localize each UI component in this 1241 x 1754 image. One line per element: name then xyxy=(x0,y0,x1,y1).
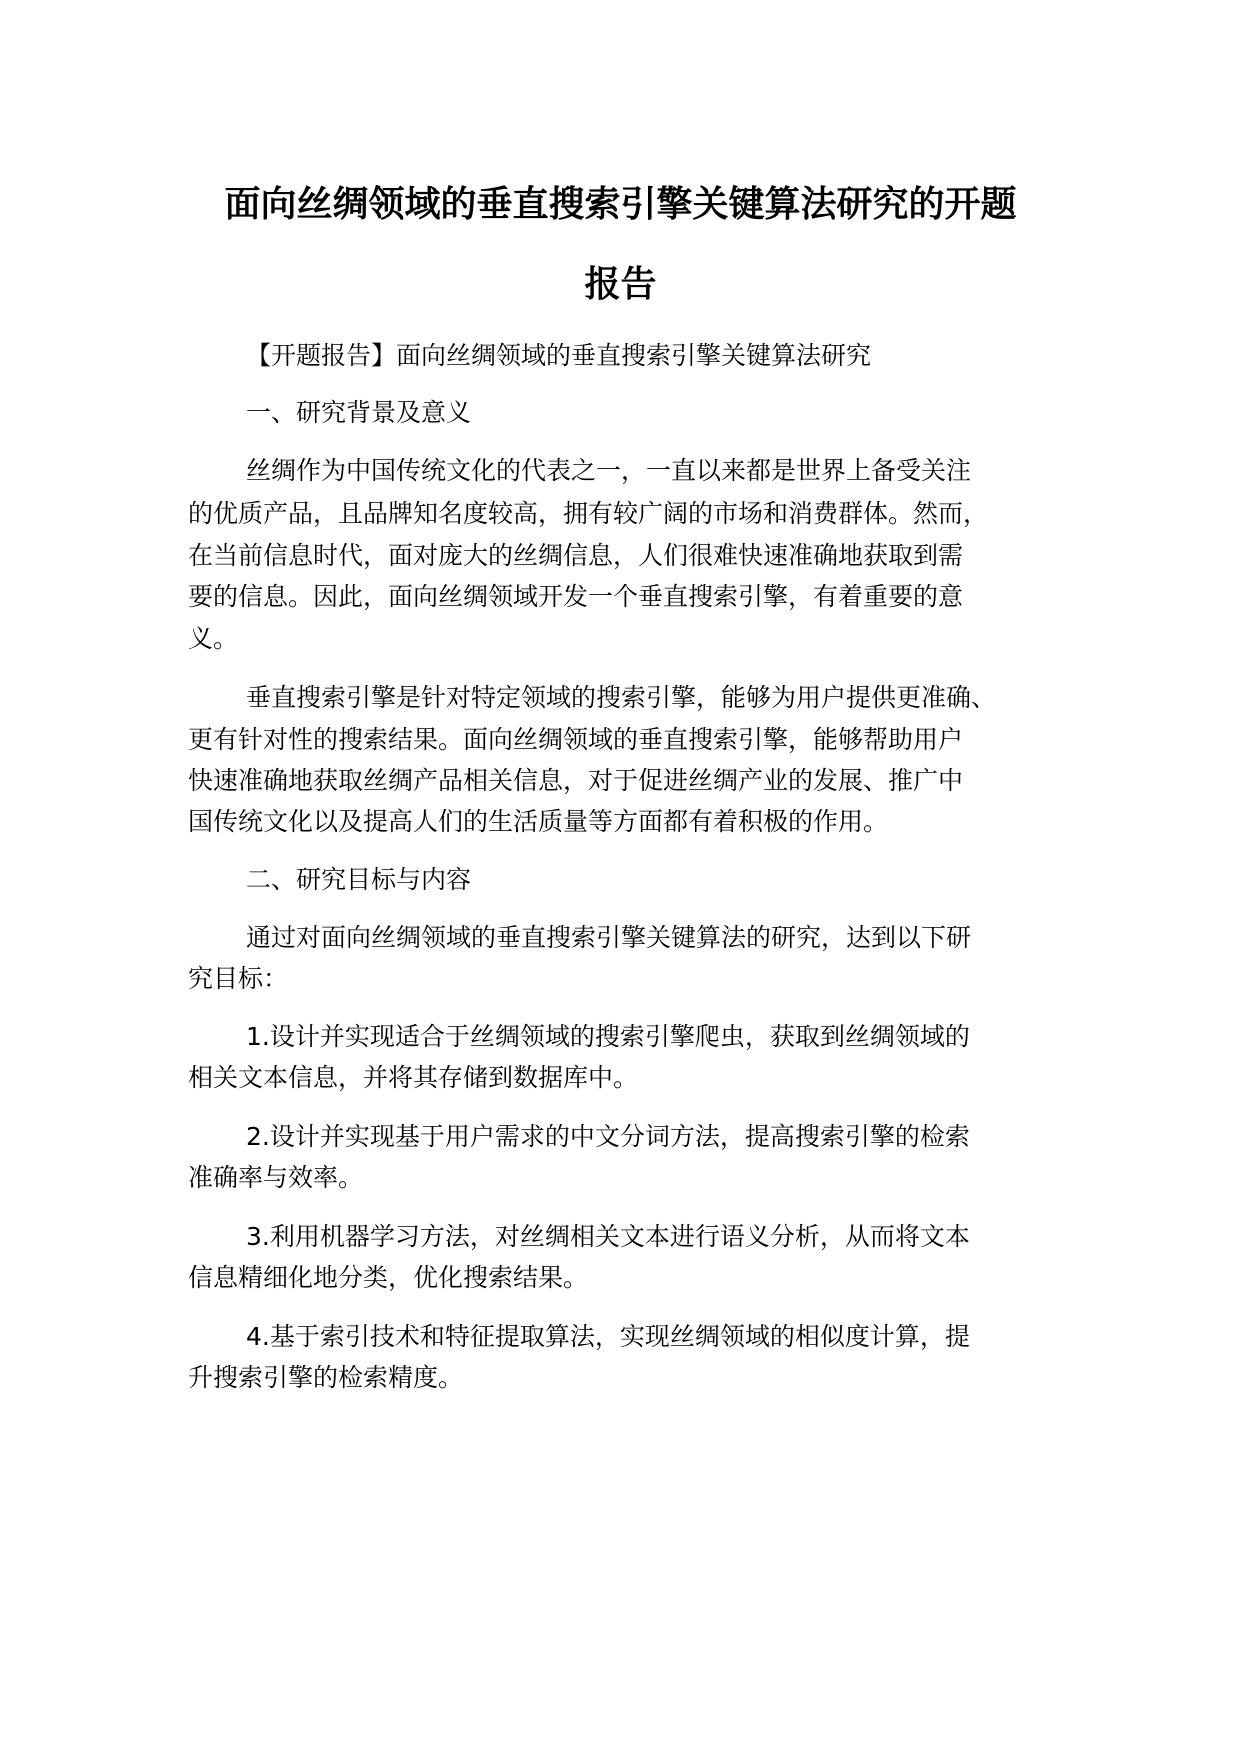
paragraph-line: 国传统文化以及提高人们的生活质量等方面都有着积极的作用。 xyxy=(188,807,889,836)
paragraph-line: 在当前信息时代，面对庞大的丝绸信息，人们很难快速准确地获取到需 xyxy=(188,541,964,570)
document-title-line-2: 报告 xyxy=(584,264,657,305)
list-item-3-line: 3.利用机器学习方法，对丝绸相关文本进行语义分析，从而将文本 xyxy=(246,1222,970,1251)
paragraph-line: 究目标： xyxy=(188,964,289,993)
paragraph-line: 义。 xyxy=(188,624,239,653)
list-item-4-line: 4.基于索引技术和特征提取算法，实现丝绸领域的相似度计算，提 xyxy=(246,1322,970,1351)
list-item-2-line: 准确率与效率。 xyxy=(188,1163,364,1192)
paragraph-line: 更有针对性的搜索结果。面向丝绸领域的垂直搜索引擎，能够帮助用户 xyxy=(188,725,964,754)
paragraph-line: 快速准确地获取丝绸产品相关信息，对于促进丝绸产业的发展、推广中 xyxy=(188,766,964,795)
list-item-2-line: 2.设计并实现基于用户需求的中文分词方法，提高搜索引擎的检索 xyxy=(246,1122,970,1151)
document-title-line-1: 面向丝绸领域的垂直搜索引擎关键算法研究的开题 xyxy=(224,184,1017,225)
list-item-1-line: 1.设计并实现适合于丝绸领域的搜索引擎爬虫，获取到丝绸领域的 xyxy=(246,1022,970,1051)
section-heading-background: 一、研究背景及意义 xyxy=(246,398,472,427)
paragraph-line: 通过对面向丝绸领域的垂直搜索引擎关键算法的研究，达到以下研 xyxy=(246,923,972,952)
list-item-3-line: 信息精细化地分类，优化搜索结果。 xyxy=(188,1263,589,1292)
list-item-4-line: 升搜索引擎的检索精度。 xyxy=(188,1363,464,1392)
paragraph-line: 丝绸作为中国传统文化的代表之一，一直以来都是世界上备受关注 xyxy=(246,456,972,485)
section-heading-goals: 二、研究目标与内容 xyxy=(246,865,472,894)
list-item-1-line: 相关文本信息，并将其存储到数据库中。 xyxy=(188,1063,639,1092)
paragraph-line: 垂直搜索引擎是针对特定领域的搜索引擎，能够为用户提供更准确、 xyxy=(246,683,997,712)
paragraph-line: 要的信息。因此，面向丝绸领域开发一个垂直搜索引擎，有着重要的意 xyxy=(188,582,964,611)
paragraph-line: 的优质产品，且品牌知名度较高，拥有较广阔的市场和消费群体。然而， xyxy=(188,499,989,528)
report-subtitle: 【开题报告】面向丝绸领域的垂直搜索引擎关键算法研究 xyxy=(246,341,872,370)
